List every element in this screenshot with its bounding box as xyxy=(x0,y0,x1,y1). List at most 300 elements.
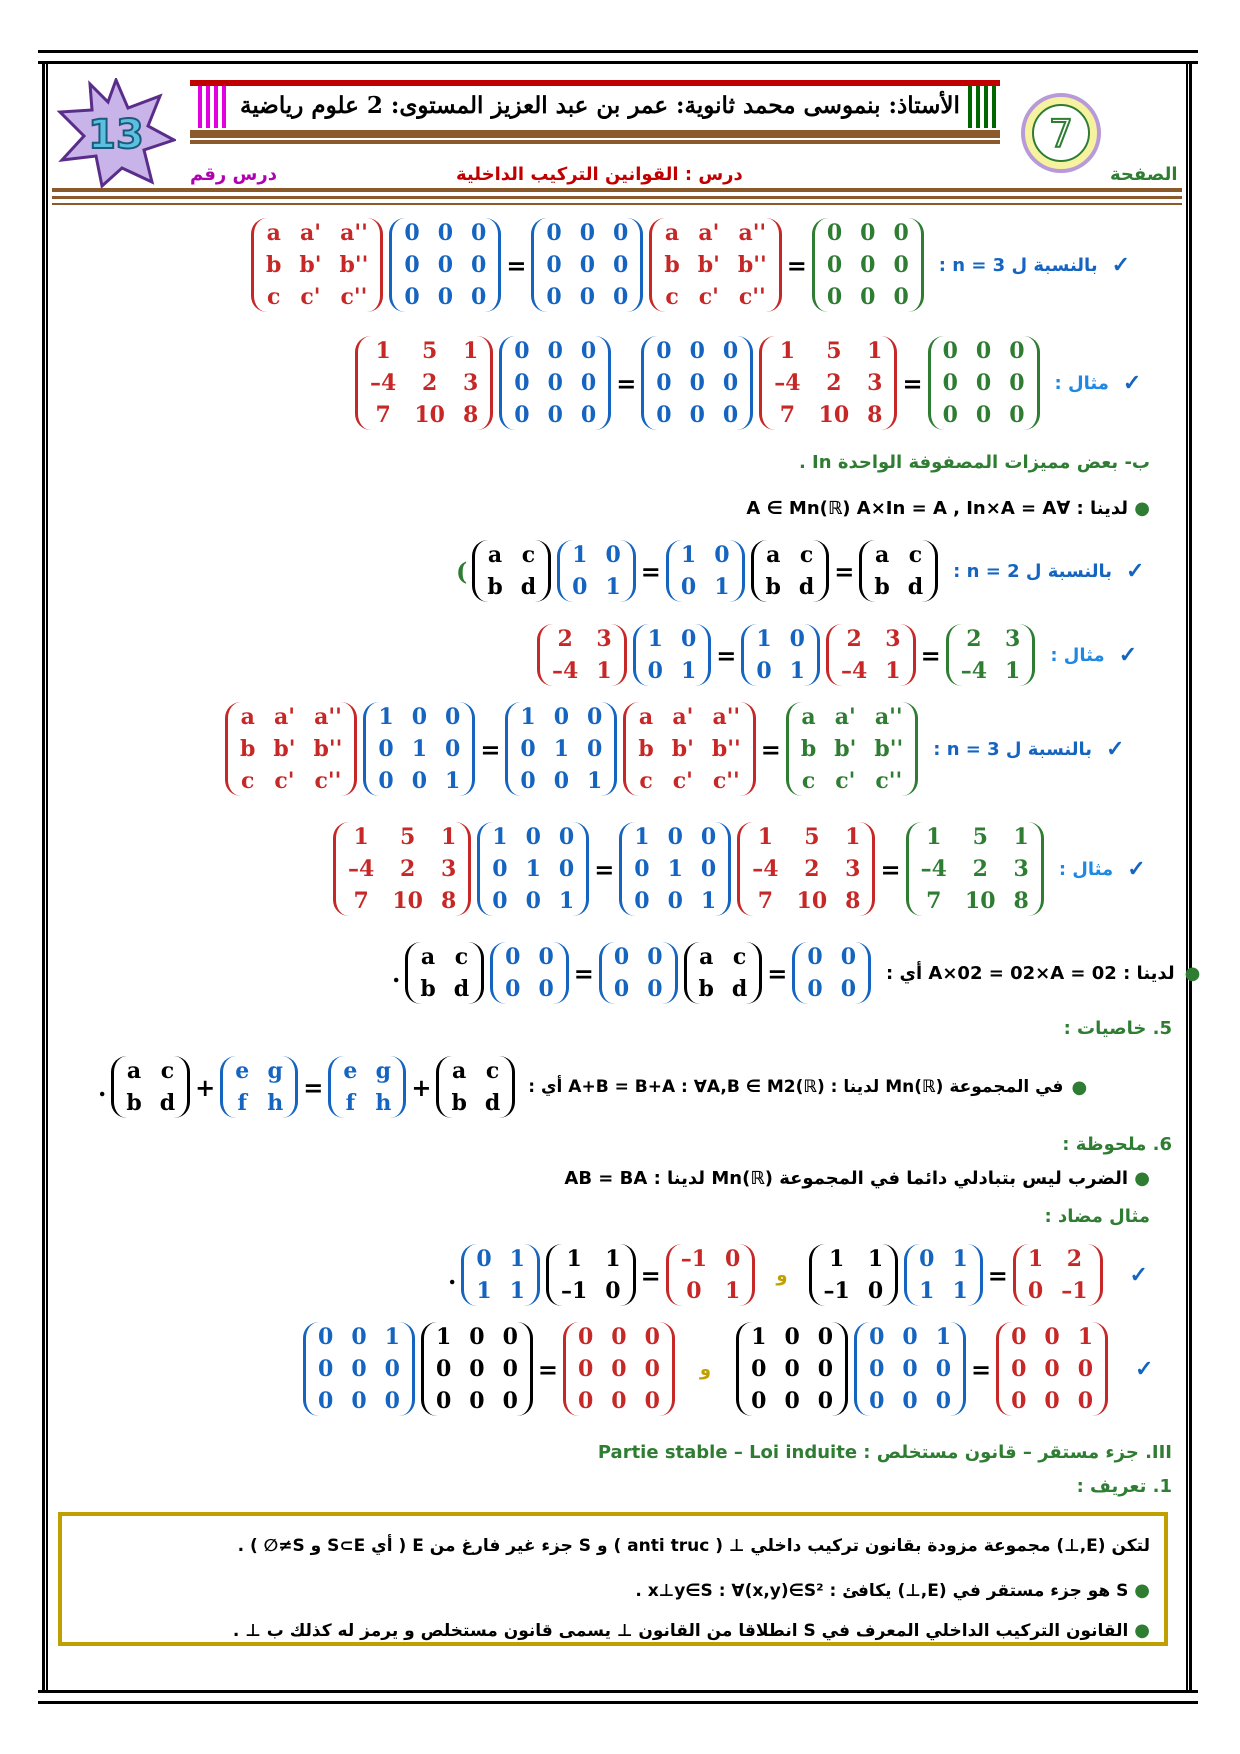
matrix-cell: 0 xyxy=(751,1356,767,1382)
matrix xyxy=(812,218,924,312)
matrix-cell: 0 xyxy=(647,976,663,1002)
matrix-cell: 0 xyxy=(553,768,570,794)
matrix-cell: 0 xyxy=(1011,1324,1027,1350)
identity-title: ب- بعض مميزات المصفوفة الواحدة In . xyxy=(798,452,1150,473)
matrix-cell: 3 xyxy=(867,370,883,396)
matrix xyxy=(220,1056,298,1118)
matrix xyxy=(303,1322,415,1416)
matrix-cell: d xyxy=(159,1090,176,1116)
definition-line-3: ● القانون التركيب الداخلي المعرف في S انطلاقا من القانون ⊥ يسمى قانون مستخلص و يرمز له كذلك ب ⊥ . xyxy=(232,1620,1150,1641)
matrix-cell: b' xyxy=(671,736,694,762)
matrix-cell: 0 xyxy=(789,626,805,652)
lesson-title: درس : القوانين التركيب الداخلية xyxy=(456,164,743,185)
matrix-cell: 1 xyxy=(462,338,479,364)
matrix-cell: 0 xyxy=(656,370,672,396)
matrix-cell: 0 xyxy=(492,856,508,882)
matrix-cell: 0 xyxy=(580,370,597,396)
matrix-cell: 1 xyxy=(384,1324,400,1350)
matrix xyxy=(461,1244,540,1306)
matrix-cell: 0 xyxy=(656,338,672,364)
matrix-cell: 5 xyxy=(804,824,820,850)
matrix xyxy=(736,1322,848,1416)
matrix-cell: d xyxy=(907,574,924,600)
matrix-cell: 0 xyxy=(445,704,461,730)
header-stripes-right xyxy=(968,86,998,128)
matrix-cell: 0 xyxy=(572,574,588,600)
matrix-cell: 0 xyxy=(869,1324,885,1350)
matrix-cell: 1 xyxy=(634,824,650,850)
matrix-cell: b xyxy=(800,736,817,762)
matrix-cell: a xyxy=(699,944,714,970)
definition-line-1: لتكن (E,⊥) مجموعة مزودة بقانون تركيب داخلي ⊥ ( anti truc ) و S جزء غير فارغ من E ( أي S⊂E و S≠∅ ) . xyxy=(237,1536,1150,1556)
matrix-cell: 3 xyxy=(1013,856,1029,882)
matrix-cell: 0 xyxy=(840,944,857,970)
header-rule-3 xyxy=(52,203,1182,205)
matrix-cell: b'' xyxy=(874,736,904,762)
header-stripes-left xyxy=(198,86,228,128)
matrix-cell: 1 xyxy=(725,1278,741,1304)
matrix-cell: 1 xyxy=(757,824,774,850)
matrix-cell: b'' xyxy=(313,736,343,762)
matrix xyxy=(472,540,551,602)
matrix-cell: b xyxy=(451,1090,467,1116)
matrix-cell: 1 xyxy=(919,1278,935,1304)
matrix-cell: 0 xyxy=(869,1356,885,1382)
matrix xyxy=(928,336,1040,430)
circle-badge xyxy=(1020,92,1102,174)
matrix-cell: 0 xyxy=(492,888,508,914)
matrix-cell: c'' xyxy=(314,768,342,794)
matrix-cell: 0 xyxy=(613,220,629,246)
matrix-cell: 1 xyxy=(935,1324,951,1350)
matrix-cell: 1 xyxy=(572,542,588,568)
definition-title: 1. تعريف : xyxy=(1076,1476,1172,1497)
matrix-cell: 0 xyxy=(1011,1388,1027,1414)
matrix xyxy=(792,942,871,1004)
identity-n3-example-row: 1 5 1 –4 2 3 7 10 8 1 0 0 0 1 0 0 0 1 = 1 0 0 0 1 0 0 0 1 1 5 1 –4 2 3 7 10 8 = 1 5 1 –4 2 3 7 10 8 مثال : ✓ xyxy=(330,822,1146,916)
identity-n2-row: ( a c b d 1 0 0 1 = 1 0 0 1 a c b d = a c b d بالنسبة ل n = 2 : ✓ xyxy=(456,542,1145,600)
matrix-cell: 0 xyxy=(605,1278,621,1304)
page-number: 13 xyxy=(88,112,144,158)
matrix-cell: 0 xyxy=(505,976,521,1002)
counter-2x2-row: . 0 1 1 1 1 1 –1 0 = –1 0 0 1 و 1 1 –1 0 0 1 1 1 = 1 2 0 –1 ✓ xyxy=(448,1246,1148,1304)
matrix-cell: 1 xyxy=(605,574,621,600)
matrix-cell: 0 xyxy=(689,370,705,396)
matrix-cell: 1 xyxy=(680,658,697,684)
matrix-cell: 0 xyxy=(817,1324,834,1350)
matrix-cell: b xyxy=(765,574,781,600)
matrix-cell: b'' xyxy=(711,736,741,762)
matrix-cell: 1 xyxy=(867,1246,884,1272)
matrix xyxy=(421,1322,533,1416)
matrix-cell: c xyxy=(639,768,653,794)
matrix-cell: 0 xyxy=(634,856,650,882)
matrix xyxy=(759,336,897,430)
matrix-cell: 2 xyxy=(846,626,862,652)
frame-bottom xyxy=(38,1690,1198,1704)
identity-n3-row: a a' a'' b b' b'' c c' c'' 1 0 0 0 1 0 0 0 1 = 1 0 0 0 1 0 0 0 1 a a' a'' b b' b'' c c' c'' = a a' a'' b b' b'' c c' c'' بالنسبة ل n = 3 : ✓ xyxy=(222,702,1124,796)
matrix xyxy=(859,540,938,602)
matrix xyxy=(389,218,501,312)
header-bar-bottom-2 xyxy=(190,140,1000,144)
matrix-cell: 8 xyxy=(845,888,861,914)
matrix-cell: b xyxy=(487,574,503,600)
matrix-cell: h xyxy=(375,1090,392,1116)
for-n3-label: بالنسبة ل n = 3 : xyxy=(938,254,1098,276)
matrix-cell: 0 xyxy=(547,338,563,364)
matrix-cell: 0 xyxy=(667,888,683,914)
matrix-cell: 10 xyxy=(414,402,445,428)
matrix-cell: 0 xyxy=(680,626,697,652)
matrix-cell: 1 xyxy=(558,888,575,914)
matrix-cell: –4 xyxy=(370,370,397,396)
matrix-cell: 1 xyxy=(375,338,391,364)
matrix xyxy=(666,1244,756,1306)
matrix-cell: 0 xyxy=(714,542,730,568)
matrix-cell: 0 xyxy=(725,1246,741,1272)
matrix-cell: 0 xyxy=(318,1324,334,1350)
matrix-cell: 1 xyxy=(647,626,663,652)
matrix-cell: d xyxy=(798,574,815,600)
matrix-cell: –1 xyxy=(1061,1278,1088,1304)
matrix-cell: 0 xyxy=(437,220,453,246)
matrix-cell: 1 xyxy=(509,1246,525,1272)
matrix xyxy=(641,336,753,430)
matrix-cell: c xyxy=(799,542,814,568)
for-n2-label: بالنسبة ل n = 2 : xyxy=(953,560,1112,582)
matrix-cell: 0 xyxy=(667,824,683,850)
matrix-cell: 0 xyxy=(613,944,630,970)
matrix-cell: 0 xyxy=(546,252,562,278)
matrix xyxy=(904,1244,983,1306)
matrix-cell: a'' xyxy=(314,704,342,730)
matrix-cell: 0 xyxy=(680,574,697,600)
matrix-cell: 5 xyxy=(399,824,416,850)
matrix-cell: c xyxy=(485,1058,500,1084)
header-bar-bottom xyxy=(190,130,1000,138)
matrix-cell: 0 xyxy=(840,976,857,1002)
matrix-cell: 0 xyxy=(411,704,427,730)
matrix-cell: 0 xyxy=(1044,1356,1060,1382)
matrix-cell: 0 xyxy=(318,1388,334,1414)
matrix-cell: g xyxy=(267,1058,283,1084)
matrix-cell: b xyxy=(698,976,714,1002)
matrix-cell: 0 xyxy=(445,736,461,762)
matrix-cell: 0 xyxy=(1044,1324,1060,1350)
matrix xyxy=(557,540,636,602)
matrix-cell: a' xyxy=(273,704,295,730)
matrix-cell: 0 xyxy=(647,658,663,684)
matrix-cell: a'' xyxy=(874,704,903,730)
matrix-cell: 1 xyxy=(667,856,683,882)
frame-left xyxy=(42,62,48,1692)
and-label: و xyxy=(776,1264,788,1286)
matrix-cell: 1 xyxy=(440,824,457,850)
matrix-cell: 8 xyxy=(440,888,457,914)
matrix-cell: 0 xyxy=(553,704,570,730)
matrix-cell: 0 xyxy=(378,736,394,762)
props-rule: في المجموعة Mn(ℝ) لدينا : A+B = B+A : ∀A,B ∈ M2(ℝ) أي : xyxy=(528,1077,1064,1097)
matrix-cell: 1 xyxy=(952,1246,968,1272)
matrix-cell: 1 xyxy=(1027,1246,1044,1272)
matrix-cell: 0 xyxy=(579,252,596,278)
matrix-cell: 0 xyxy=(525,888,541,914)
matrix-cell: a xyxy=(874,542,890,568)
check-icon: ✓ xyxy=(1129,1262,1148,1288)
matrix-cell: f xyxy=(345,1090,356,1116)
matrix-cell: 0 xyxy=(435,1356,452,1382)
matrix xyxy=(599,942,678,1004)
check-icon: ✓ xyxy=(1125,558,1145,584)
matrix-cell: 2 xyxy=(421,370,438,396)
zero-rule: لدينا : A×02 = 02×A = 02 أي : xyxy=(886,962,1175,984)
counter-example-label: مثال مضاد : xyxy=(1044,1206,1150,1227)
matrix-cell: 1 xyxy=(867,338,883,364)
matrix-cell: 1 xyxy=(520,704,536,730)
matrix-cell: 0 xyxy=(935,1356,951,1382)
matrix-cell: 1 xyxy=(779,338,796,364)
matrix-cell: 0 xyxy=(580,402,597,428)
matrix-cell: 0 xyxy=(469,1356,485,1382)
identity-n2-example-row: 2 3 –4 1 1 0 0 1 = 1 0 0 1 2 3 –4 1 = 2 3 –4 1 مثال : ✓ xyxy=(534,624,1137,686)
check-icon: ✓ xyxy=(1111,252,1131,278)
matrix xyxy=(741,624,820,686)
matrix-cell: a xyxy=(126,1058,142,1084)
check-icon: ✓ xyxy=(1135,1356,1154,1382)
matrix-cell: 7 xyxy=(779,402,796,428)
matrix-cell: 0 xyxy=(784,1356,800,1382)
matrix-cell: 0 xyxy=(613,252,629,278)
matrix-cell: 0 xyxy=(437,252,453,278)
matrix-cell: f xyxy=(237,1090,247,1116)
matrix-cell: 0 xyxy=(471,220,487,246)
matrix-cell: 0 xyxy=(411,768,427,794)
matrix-cell: 0 xyxy=(826,220,843,246)
matrix-cell: 0 xyxy=(514,338,530,364)
matrix xyxy=(546,1244,636,1306)
matrix-cell: 0 xyxy=(975,402,992,428)
matrix-cell: c'' xyxy=(875,768,903,794)
matrix-cell: 1 xyxy=(1005,658,1021,684)
matrix-cell: 3 xyxy=(440,856,457,882)
check-icon: ✓ xyxy=(1127,856,1146,882)
matrix xyxy=(619,822,731,916)
matrix-cell: 0 xyxy=(520,736,536,762)
matrix-cell: a'' xyxy=(340,220,368,246)
matrix-cell: 5 xyxy=(826,338,842,364)
matrix-cell: 0 xyxy=(722,402,739,428)
matrix-cell: c' xyxy=(698,284,719,310)
header-rule-1 xyxy=(52,188,1182,192)
matrix-cell: 0 xyxy=(558,824,575,850)
matrix-cell: b'' xyxy=(339,252,369,278)
matrix xyxy=(854,1322,966,1416)
matrix-cell: 0 xyxy=(902,1356,918,1382)
matrix-cell: 1 xyxy=(885,658,901,684)
matrix-cell: 0 xyxy=(722,338,739,364)
matrix xyxy=(505,702,617,796)
matrix-cell: 0 xyxy=(587,704,603,730)
matrix-cell: a xyxy=(452,1058,467,1084)
matrix-cell: 2 xyxy=(972,856,988,882)
matrix-cell: 0 xyxy=(514,370,530,396)
matrix-cell: 0 xyxy=(942,370,958,396)
zero-n3-row: a a' a'' b b' b'' c c' c'' 0 0 0 0 0 0 0 0 0 = 0 0 0 0 0 0 0 0 0 a a' a'' b b' b'' c c' c'' = 0 0 0 0 0 0 0 0 0 بالنسبة ل n = 3 : ✓ xyxy=(248,218,1130,312)
matrix-cell: 0 xyxy=(547,370,563,396)
matrix-cell: –4 xyxy=(348,856,375,882)
matrix-cell: –1 xyxy=(560,1278,588,1304)
matrix-cell: 0 xyxy=(784,1388,800,1414)
check-icon: ✓ xyxy=(1106,736,1125,762)
matrix xyxy=(225,702,357,796)
matrix-cell: –4 xyxy=(960,658,988,684)
matrix-cell: 0 xyxy=(546,284,562,310)
matrix-cell: 8 xyxy=(867,402,883,428)
example-label: مثال : xyxy=(1050,644,1105,666)
and-label: و xyxy=(699,1358,712,1380)
matrix-cell: 10 xyxy=(964,888,996,914)
matrix-cell: a xyxy=(801,704,816,730)
matrix xyxy=(563,1322,675,1416)
matrix-cell: 1 xyxy=(845,824,861,850)
matrix-cell: c' xyxy=(835,768,856,794)
matrix-cell: 0 xyxy=(502,1356,518,1382)
matrix-cell: 0 xyxy=(437,284,453,310)
matrix-cell: b xyxy=(664,252,680,278)
matrix-cell: c' xyxy=(672,768,693,794)
frame-right xyxy=(1186,62,1192,1692)
matrix-cell: 0 xyxy=(975,370,992,396)
matrix xyxy=(333,822,471,916)
matrix-cell: 3 xyxy=(596,626,612,652)
matrix xyxy=(490,942,569,1004)
matrix-cell: 10 xyxy=(392,888,423,914)
matrix-cell: 5 xyxy=(972,824,988,850)
matrix-cell: 3 xyxy=(1005,626,1021,652)
matrix xyxy=(355,336,493,430)
lesson-number-label: درس رقم xyxy=(190,164,277,185)
matrix-cell: 10 xyxy=(796,888,828,914)
section-3-title: III. جزء مستقر – قانون مستخلص : Partie stable – Loi induite xyxy=(597,1442,1172,1463)
matrix xyxy=(436,1056,515,1118)
matrix-cell: 1 xyxy=(435,1324,452,1350)
matrix-cell: 0 xyxy=(860,284,876,310)
matrix-cell: 0 xyxy=(505,944,521,970)
matrix-cell: a xyxy=(266,220,281,246)
matrix-cell: 0 xyxy=(942,402,958,428)
matrix-cell: 0 xyxy=(893,252,909,278)
matrix-cell: a xyxy=(638,704,654,730)
matrix-cell: e xyxy=(343,1058,358,1084)
matrix-cell: 0 xyxy=(893,284,909,310)
props-title: 5. خاصيات : xyxy=(1063,1018,1172,1039)
matrix-cell: 0 xyxy=(435,1388,452,1414)
matrix xyxy=(1013,1244,1103,1306)
check-icon: ✓ xyxy=(1122,370,1142,396)
matrix-cell: 0 xyxy=(579,220,596,246)
matrix-cell: c xyxy=(665,284,679,310)
matrix-cell: 2 xyxy=(826,370,842,396)
matrix-cell: 0 xyxy=(1011,1356,1027,1382)
matrix-cell: 0 xyxy=(547,402,563,428)
matrix-cell: 1 xyxy=(756,626,772,652)
matrix-cell: 1 xyxy=(926,824,942,850)
matrix-cell: b' xyxy=(299,252,322,278)
matrix-cell: 0 xyxy=(919,1246,935,1272)
example-label: مثال : xyxy=(1058,858,1114,880)
matrix-cell: c xyxy=(908,542,923,568)
matrix-cell: a xyxy=(240,704,255,730)
matrix xyxy=(537,624,627,686)
matrix xyxy=(809,1244,899,1306)
matrix-cell: 7 xyxy=(353,888,369,914)
matrix-cell: c xyxy=(454,944,469,970)
matrix-cell: c xyxy=(732,944,747,970)
matrix-cell: 0 xyxy=(351,1388,367,1414)
matrix-cell: 0 xyxy=(351,1324,367,1350)
matrix-cell: 0 xyxy=(1009,402,1025,428)
matrix-cell: 0 xyxy=(611,1388,627,1414)
matrix-cell: c xyxy=(160,1058,175,1084)
check-icon: ✓ xyxy=(1118,642,1138,668)
note-rule: ● الضرب ليس بتبادلي دائما في المجموعة Mn(ℝ) لدينا : AB = BA xyxy=(564,1168,1150,1189)
matrix xyxy=(996,1322,1108,1416)
matrix-cell: 0 xyxy=(605,542,621,568)
matrix-cell: 0 xyxy=(514,402,530,428)
matrix-cell: –4 xyxy=(920,856,947,882)
matrix xyxy=(623,702,755,796)
matrix-cell: 2 xyxy=(804,856,820,882)
matrix xyxy=(751,540,830,602)
matrix-cell: 8 xyxy=(462,402,479,428)
matrix-cell: 0 xyxy=(613,284,629,310)
matrix-cell: d xyxy=(453,976,470,1002)
matrix-cell: 0 xyxy=(1027,1278,1044,1304)
matrix-cell: 0 xyxy=(476,1246,492,1272)
matrix-cell: –4 xyxy=(552,658,579,684)
matrix-cell: 0 xyxy=(502,1324,518,1350)
matrix xyxy=(363,702,475,796)
matrix-cell: 1 xyxy=(751,1324,767,1350)
matrix-cell: 1 xyxy=(445,768,461,794)
matrix-cell: c'' xyxy=(738,284,766,310)
matrix-cell: 1 xyxy=(378,704,394,730)
matrix-cell: b xyxy=(240,736,256,762)
matrix-cell: 2 xyxy=(966,626,982,652)
matrix-cell: 0 xyxy=(580,338,597,364)
matrix-cell: 2 xyxy=(399,856,416,882)
matrix-cell: 0 xyxy=(826,284,843,310)
matrix-cell: 0 xyxy=(520,768,536,794)
matrix-cell: 0 xyxy=(502,1388,518,1414)
matrix-cell: 0 xyxy=(644,1356,660,1382)
matrix-cell: 1 xyxy=(587,768,603,794)
matrix xyxy=(737,822,875,916)
matrix-cell: c'' xyxy=(712,768,740,794)
header-bar-top xyxy=(190,80,1000,86)
matrix-cell: 0 xyxy=(546,220,562,246)
matrix xyxy=(499,336,611,430)
matrix-cell: 0 xyxy=(469,1388,485,1414)
matrix xyxy=(786,702,918,796)
matrix xyxy=(633,624,712,686)
matrix-cell: d xyxy=(731,976,748,1002)
star-badge xyxy=(56,78,176,188)
matrix-cell: 0 xyxy=(1077,1356,1094,1382)
matrix-cell: 0 xyxy=(826,252,843,278)
page-word: الصفحة xyxy=(1110,164,1178,185)
matrix-cell: a xyxy=(487,542,503,568)
